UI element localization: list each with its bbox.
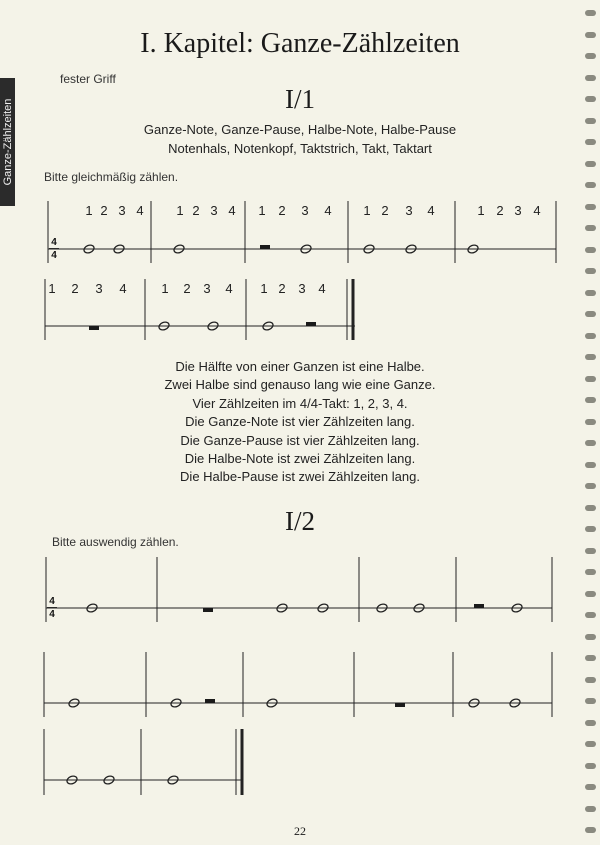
count-digit: 3 [118, 203, 126, 218]
binding-ring [585, 96, 596, 102]
chapter-title: I. Kapitel: Ganze-Zählzeiten [140, 28, 460, 59]
binding-ring [585, 182, 596, 188]
count-digit: 2 [71, 281, 79, 296]
binding-ring [585, 827, 596, 833]
rule-line: Die Ganze-Pause ist vier Zählzeiten lang. [180, 432, 420, 448]
binding-ring [585, 32, 596, 38]
binding-ring [585, 333, 596, 339]
terms-line: Ganze-Note, Ganze-Pause, Halbe-Note, Halbe-Pause [143, 122, 457, 137]
count-group [363, 203, 434, 218]
page-number: 22 [294, 824, 306, 838]
binding-ring [585, 720, 596, 726]
binding-ring [585, 526, 596, 532]
binding-ring [585, 247, 596, 253]
half-rest [306, 322, 316, 326]
binding-ring [585, 806, 596, 812]
binding-ring [585, 419, 596, 425]
rule-line: Vier Zählzeiten im 4/4-Takt: 1, 2, 3, 4. [192, 395, 408, 411]
count-digit: 3 [405, 203, 413, 218]
side-tab-label: Ganze-Zählzeiten [1, 98, 14, 186]
binding-ring [585, 612, 596, 618]
binding-ring [585, 483, 596, 489]
count-group [176, 203, 235, 218]
whole-rest [395, 703, 405, 707]
binding-ring [585, 397, 596, 403]
count-digit: 1 [48, 281, 56, 296]
count-digit: 2 [183, 281, 191, 296]
count-digit: 2 [278, 281, 286, 296]
rule-line: Die Halbe-Pause ist zwei Zählzeiten lang. [180, 469, 420, 485]
binding-ring [585, 225, 596, 231]
binding-ring [585, 75, 596, 81]
binding-ring [585, 376, 596, 382]
count-digit: 2 [496, 203, 504, 218]
whole-rest [203, 608, 213, 612]
count-digit: 4 [533, 203, 541, 218]
count-digit: 4 [318, 281, 326, 296]
count-digit: 2 [278, 203, 286, 218]
count-group [48, 281, 126, 296]
binding-ring [585, 591, 596, 597]
time-signature-top: 4 [49, 596, 55, 607]
instruction-2: Bitte auswendig zählen. [52, 535, 179, 549]
binding-ring [585, 655, 596, 661]
section-label-1: I/1 [285, 84, 315, 114]
instruction-1: Bitte gleichmäßig zählen. [44, 170, 179, 184]
count-digit: 1 [260, 281, 268, 296]
section-label-2: I/2 [285, 506, 315, 536]
half-rest [474, 604, 484, 608]
count-digit: 1 [85, 203, 93, 218]
rule-line: Die Hälfte von einer Ganzen ist eine Halbe. [175, 359, 425, 374]
binding-ring [585, 634, 596, 640]
count-digit: 3 [95, 281, 103, 296]
count-digit: 4 [119, 281, 127, 296]
rule-line: Zwei Halbe sind genauso lang wie eine Ganze. [164, 377, 436, 393]
count-digit: 1 [363, 203, 371, 218]
binding-ring [585, 569, 596, 575]
binding-ring [585, 354, 596, 360]
count-digit: 1 [258, 203, 266, 218]
count-group [258, 203, 331, 218]
count-digit: 3 [514, 203, 522, 218]
binding-ring [585, 268, 596, 274]
count-digit: 4 [427, 203, 435, 218]
half-rest [205, 699, 215, 703]
count-digit: 1 [477, 203, 485, 218]
count-digit: 2 [100, 203, 108, 218]
count-digit: 2 [381, 203, 389, 218]
time-signature-bottom: 4 [51, 250, 57, 261]
binding-ring [585, 548, 596, 554]
time-signature-bottom: 4 [49, 609, 55, 620]
binding-ring [585, 161, 596, 167]
binding-ring [585, 118, 596, 124]
binding-ring [585, 53, 596, 59]
count-digit: 2 [192, 203, 200, 218]
binding-ring [585, 10, 596, 16]
technique-note: fester Griff [60, 72, 116, 86]
binding-ring [585, 311, 596, 317]
binding-ring [585, 440, 596, 446]
count-group [260, 281, 325, 296]
binding-ring [585, 204, 596, 210]
whole-rest [89, 326, 99, 330]
count-digit: 3 [301, 203, 309, 218]
count-group [477, 203, 540, 218]
rule-line: Die Halbe-Note ist zwei Zählzeiten lang. [184, 451, 416, 467]
binding-ring [585, 763, 596, 769]
count-digit: 1 [176, 203, 184, 218]
rules-block [0, 358, 600, 487]
count-digit: 1 [161, 281, 169, 296]
half-rest [260, 245, 270, 249]
rule-line: Die Ganze-Note ist vier Zählzeiten lang. [185, 414, 415, 430]
count-digit: 3 [298, 281, 306, 296]
count-digit: 4 [228, 203, 236, 218]
terms-line: Notenhals, Notenkopf, Taktstrich, Takt, Taktart [168, 141, 432, 156]
count-digit: 4 [136, 203, 144, 218]
binding-ring [585, 741, 596, 747]
count-group [161, 281, 232, 296]
count-digit: 4 [225, 281, 233, 296]
binding-ring [585, 290, 596, 296]
count-group [85, 203, 143, 218]
binding-ring [585, 784, 596, 790]
time-signature-top: 4 [51, 237, 57, 248]
binding-ring [585, 505, 596, 511]
count-digit: 3 [210, 203, 218, 218]
count-digit: 4 [324, 203, 332, 218]
binding-ring [585, 698, 596, 704]
binding-ring [585, 462, 596, 468]
count-digit: 3 [203, 281, 211, 296]
binding-ring [585, 139, 596, 145]
binding-ring [585, 677, 596, 683]
